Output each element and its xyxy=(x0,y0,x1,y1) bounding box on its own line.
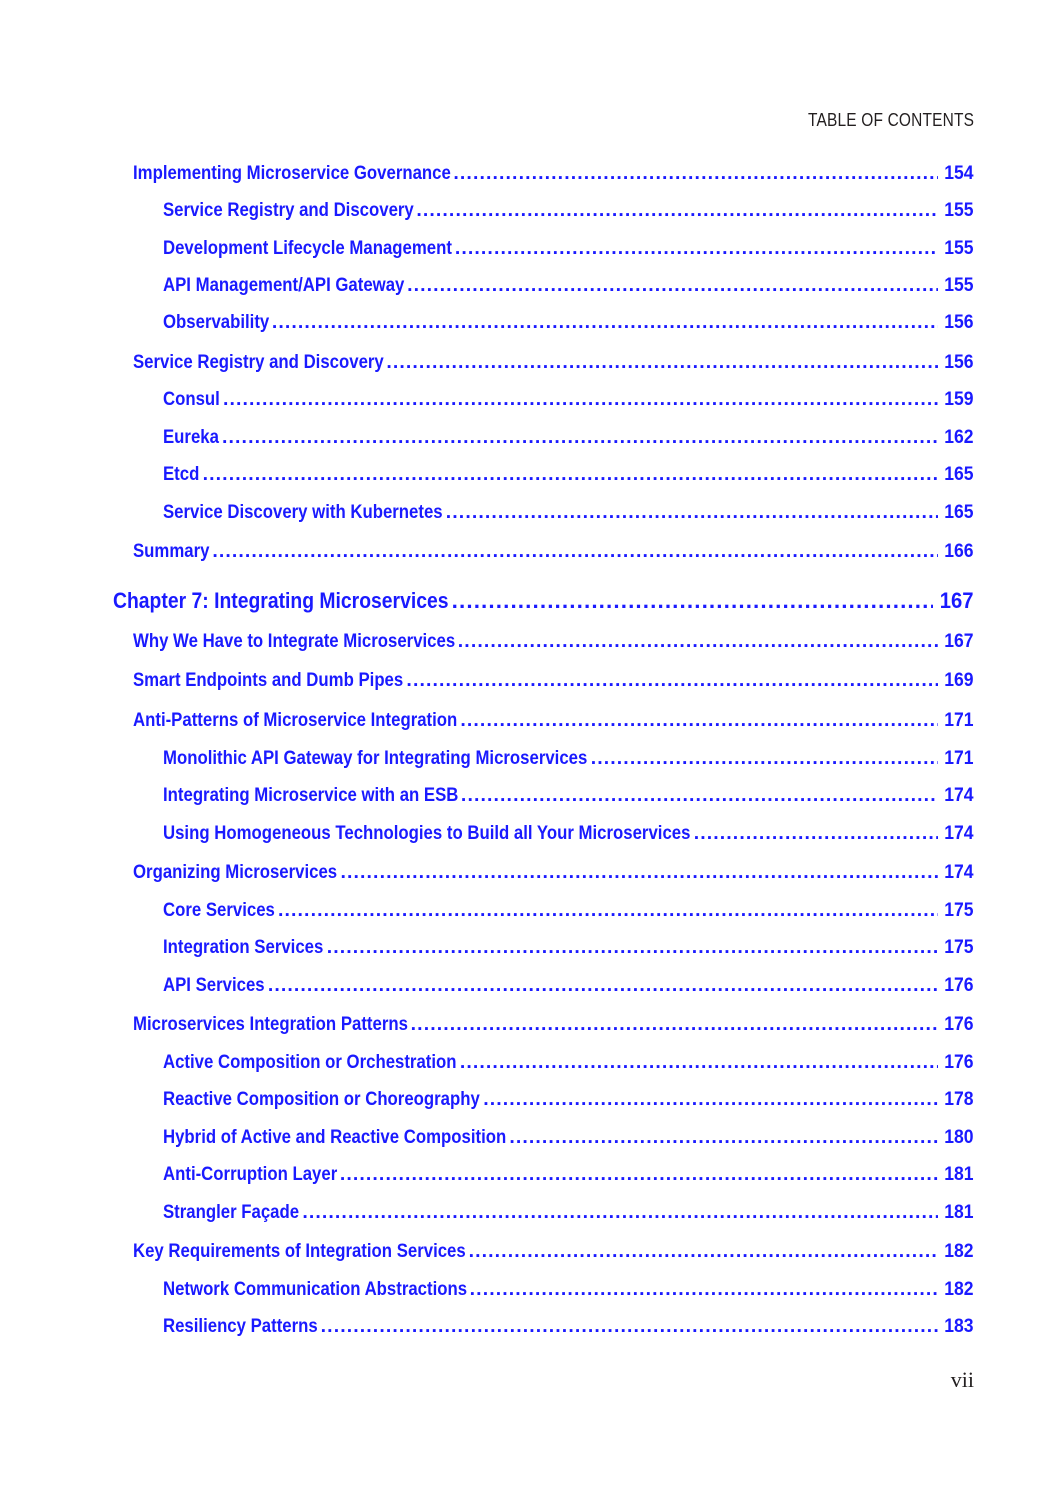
toc-entry[interactable] xyxy=(163,973,974,997)
dot-leader xyxy=(212,539,938,563)
toc-entry-title: API Management/API Gateway xyxy=(163,274,405,296)
toc-entry-page: 171 xyxy=(944,709,974,731)
toc-entry-title: Using Homogeneous Technologies to Build all Your Microservices xyxy=(163,822,691,844)
toc-entry-title: Network Communication Abstractions xyxy=(163,1278,468,1300)
toc-entry-page: 182 xyxy=(944,1278,974,1300)
dot-leader xyxy=(222,425,938,449)
toc-entry-page: 169 xyxy=(944,669,974,691)
toc-entry-page: 165 xyxy=(944,501,974,523)
toc-entry-title: Hybrid of Active and Reactive Composition xyxy=(163,1126,507,1148)
toc-entry-title: Service Registry and Discovery xyxy=(133,351,384,373)
toc-entry-title: Active Composition or Orchestration xyxy=(163,1051,457,1073)
toc-entry[interactable] xyxy=(163,425,974,449)
toc-entry-title: Integrating Microservice with an ESB xyxy=(163,784,459,806)
toc-entry-page: 167 xyxy=(940,588,974,613)
dot-leader xyxy=(416,198,938,222)
toc-entry-title: Anti-Patterns of Microservice Integration xyxy=(133,709,458,731)
toc-entry[interactable] xyxy=(163,236,974,260)
toc-entry-page: 156 xyxy=(944,351,974,373)
toc-entry[interactable] xyxy=(163,935,974,959)
running-header: TABLE OF CONTENTS xyxy=(807,110,974,130)
toc-entry-title: Integration Services xyxy=(163,936,324,958)
toc-entry-title: Smart Endpoints and Dumb Pipes xyxy=(133,669,404,691)
toc-entry-title: Service Discovery with Kubernetes xyxy=(163,501,443,523)
dot-leader xyxy=(483,1087,938,1111)
toc-entry-page: 174 xyxy=(944,861,974,883)
toc-entry-page: 174 xyxy=(944,784,974,806)
toc-chapter-entry[interactable] xyxy=(113,587,974,615)
toc-entry-title: Anti-Corruption Layer xyxy=(163,1163,338,1185)
dot-leader xyxy=(406,668,938,692)
dot-leader xyxy=(340,860,938,884)
toc-entry[interactable] xyxy=(133,708,974,732)
toc-entry[interactable] xyxy=(163,198,974,222)
toc-entry[interactable] xyxy=(133,539,974,563)
toc-entry-page: 183 xyxy=(944,1315,974,1337)
toc-entry-page: 155 xyxy=(944,237,974,259)
toc-entry-page: 180 xyxy=(944,1126,974,1148)
toc-entry[interactable] xyxy=(163,1200,974,1224)
toc-entry-page: 178 xyxy=(944,1088,974,1110)
toc-entry-page: 182 xyxy=(944,1240,974,1262)
dot-leader xyxy=(455,236,939,260)
toc-entry-page: 175 xyxy=(944,899,974,921)
toc-entry-title: API Services xyxy=(163,974,265,996)
toc-entry[interactable] xyxy=(133,629,974,653)
dot-leader xyxy=(203,462,939,486)
toc-entry[interactable] xyxy=(133,1012,974,1036)
toc-entry-title: Key Requirements of Integration Services xyxy=(133,1240,466,1262)
toc-entry[interactable] xyxy=(163,1314,974,1338)
dot-leader xyxy=(694,821,939,845)
toc-entry-page: 155 xyxy=(944,274,974,296)
toc-entry[interactable] xyxy=(163,1125,974,1149)
toc-entry[interactable] xyxy=(163,898,974,922)
toc-entry-page: 167 xyxy=(944,630,974,652)
dot-leader xyxy=(340,1162,939,1186)
dot-leader xyxy=(223,387,939,411)
dot-leader xyxy=(446,500,939,524)
toc-entry-title: Consul xyxy=(163,388,220,410)
toc-entry[interactable] xyxy=(163,273,974,297)
toc-entry[interactable] xyxy=(163,462,974,486)
dot-leader xyxy=(461,783,939,807)
toc-entry[interactable] xyxy=(133,161,974,185)
toc-entry-title: Implementing Microservice Governance xyxy=(133,162,451,184)
toc-entry[interactable] xyxy=(163,821,974,845)
toc-entry[interactable] xyxy=(163,310,974,334)
toc-entry[interactable] xyxy=(163,1050,974,1074)
toc-entry[interactable] xyxy=(163,1087,974,1111)
toc-entry-title: Chapter 7: Integrating Microservices xyxy=(113,588,449,613)
toc-entry-title: Monolithic API Gateway for Integrating Microservices xyxy=(163,747,588,769)
toc-entry[interactable] xyxy=(163,1162,974,1186)
toc-entry-page: 154 xyxy=(944,162,974,184)
toc-entry[interactable] xyxy=(163,783,974,807)
toc-entry-page: 159 xyxy=(944,388,974,410)
dot-leader xyxy=(591,746,939,770)
dot-leader xyxy=(278,898,938,922)
toc-entry[interactable] xyxy=(163,1277,974,1301)
dot-leader xyxy=(460,708,938,732)
dot-leader xyxy=(407,273,938,297)
toc-entry-title: Development Lifecycle Management xyxy=(163,237,452,259)
toc-entry-title: Resiliency Patterns xyxy=(163,1315,318,1337)
toc-entry-page: 181 xyxy=(944,1201,974,1223)
toc-entry-page: 155 xyxy=(944,199,974,221)
toc-entry-title: Core Services xyxy=(163,899,275,921)
toc-entry-page: 176 xyxy=(944,1013,974,1035)
toc-entry-page: 181 xyxy=(944,1163,974,1185)
toc-entry-page: 162 xyxy=(944,426,974,448)
toc-entry-title: Eureka xyxy=(163,426,219,448)
toc-entry[interactable] xyxy=(133,1239,974,1263)
toc-entry-page: 166 xyxy=(944,540,974,562)
toc-entry-page: 165 xyxy=(944,463,974,485)
toc-entry-title: Service Registry and Discovery xyxy=(163,199,414,221)
dot-leader xyxy=(327,935,939,959)
dot-leader xyxy=(470,1277,939,1301)
toc-entry[interactable] xyxy=(133,350,974,374)
toc-entry-title: Reactive Composition or Choreography xyxy=(163,1088,480,1110)
dot-leader xyxy=(386,350,938,374)
toc-entry-page: 171 xyxy=(944,747,974,769)
dot-leader xyxy=(268,973,939,997)
toc-entry-title: Etcd xyxy=(163,463,200,485)
toc-entry-page: 174 xyxy=(944,822,974,844)
toc-entry-title: Why We Have to Integrate Microservices xyxy=(133,630,456,652)
dot-leader xyxy=(302,1200,938,1224)
toc-entry-title: Strangler Façade xyxy=(163,1201,300,1223)
toc-entry-title: Summary xyxy=(133,540,210,562)
dot-leader xyxy=(453,161,938,185)
dot-leader xyxy=(458,629,939,653)
toc-entry-title: Microservices Integration Patterns xyxy=(133,1013,408,1035)
toc-entry[interactable] xyxy=(163,500,974,524)
page-number: vii xyxy=(950,1367,974,1392)
dot-leader xyxy=(509,1125,938,1149)
dot-leader xyxy=(411,1012,939,1036)
toc-entry-title: Organizing Microservices xyxy=(133,861,338,883)
dot-leader xyxy=(460,1050,939,1074)
toc-entry-title: Observability xyxy=(163,311,270,333)
toc-entry[interactable] xyxy=(133,860,974,884)
toc-entry-page: 176 xyxy=(944,1051,974,1073)
toc-entry-page: 176 xyxy=(944,974,974,996)
toc-entry[interactable] xyxy=(163,387,974,411)
dot-leader xyxy=(469,1239,939,1263)
toc-entry-page: 156 xyxy=(944,311,974,333)
dot-leader xyxy=(272,310,939,334)
dot-leader xyxy=(452,587,934,615)
toc-entry-page: 175 xyxy=(944,936,974,958)
toc-entry[interactable] xyxy=(163,746,974,770)
dot-leader xyxy=(321,1314,939,1338)
toc-entry[interactable] xyxy=(133,668,974,692)
